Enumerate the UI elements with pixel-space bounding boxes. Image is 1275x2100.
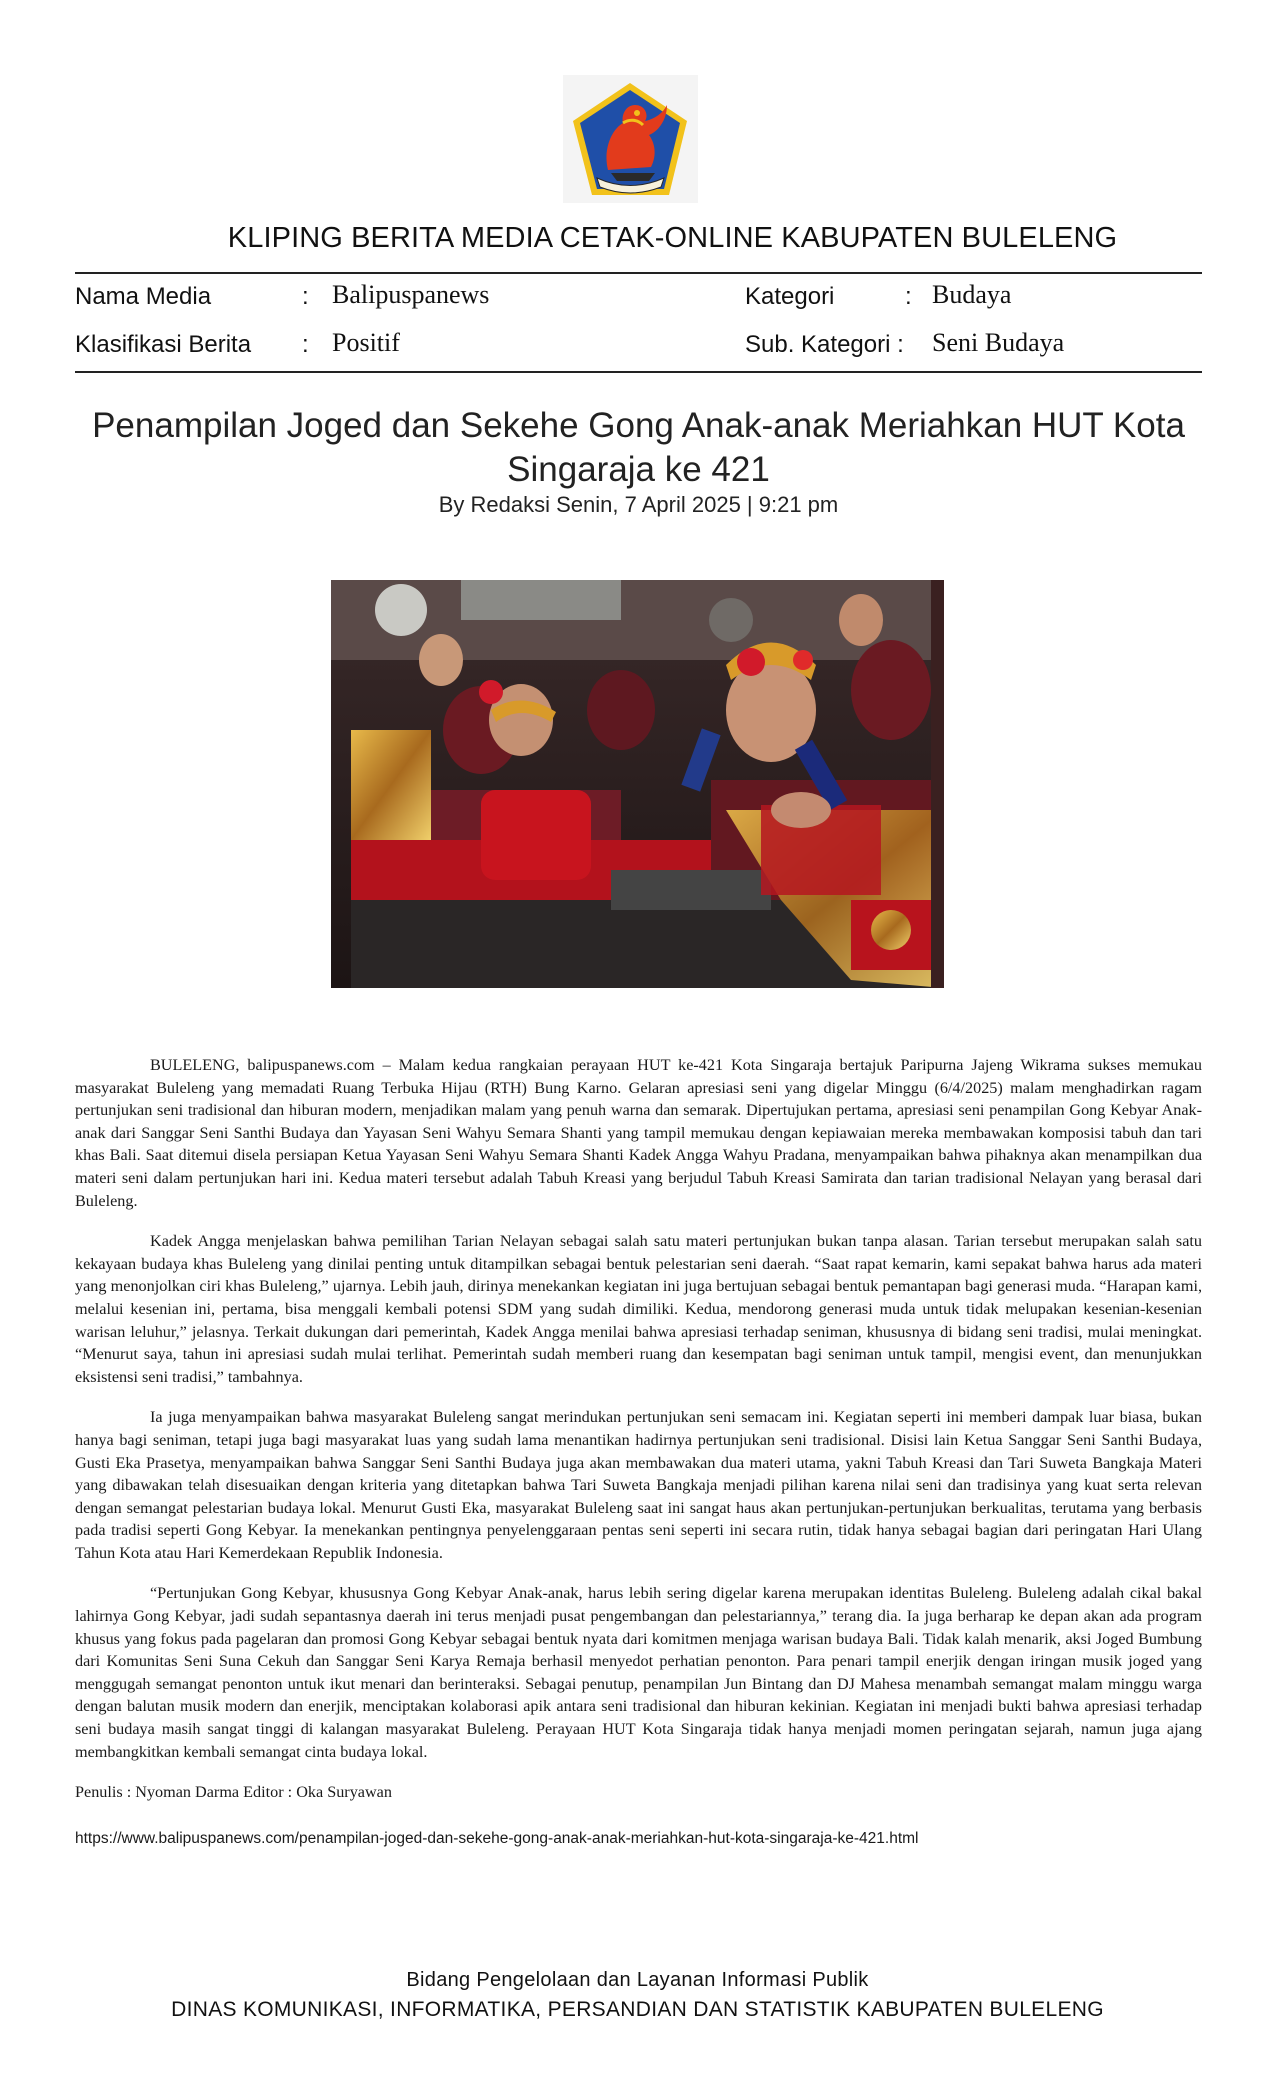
footer-agency: DINAS KOMUNIKASI, INFORMATIKA, PERSANDIAN DAN STATISTIK KABUPATEN BULELENG [171, 1998, 1104, 2021]
gong-kebyar-performance-photo [331, 580, 944, 988]
news-classification-label: Klasifikasi Berita [75, 331, 252, 358]
article-paragraph-4: “Pertunjukan Gong Kebyar, khususnya Gong Kebyar Anak-anak, harus lebih sering digelar karena merupakan identitas Buleleng. Buleleng adalah cikal bakal lahirnya Gong Kebyar, jadi sudah sepantasnya daerah ini terus menjadi pusat pengembangan dan pelestariannya,” terang dia. Ia juga berharap ke depan akan ada program khusus yang fokus pada pagelaran dan promosi Gong Kebyar sebagai bentuk nyata dari komitmen menjaga warisan budaya Bali. Tidak kalah menarik, aksi Joged Bumbung dari Komunitas Seni Suna Cekuh dan Sanggar Seni Karya Remaja berhasil menyedot perhatian penonton. Para penari tampil enerjik dengan iringan musik joged yang menggugah semangat penonton untuk ikut menari dan berinteraksi. Sebagai penutup, penampilan Jun Bintang dan DJ Mahesa menambah semangat malam minggu warga dengan balutan musik modern dan enerjik, menciptakan kolaborasi apik antara seni tradisional dan hiburan kekinian. Kegiatan ini menjadi bukti bahwa apresiasi terhadap seni budaya masih sangat tinggi di kalangan masyarakat Buleleng. Perayaan HUT Kota Singaraja tidak hanya menjadi momen peringatan sejarah, namun juga ajang membangkitkan kembali semangat cinta budaya lokal. [75, 1584, 1202, 1761]
media-name-colon: : [302, 283, 309, 310]
article-byline: By Redaksi Senin, 7 April 2025 | 9:21 pm [438, 492, 839, 517]
buleleng-regency-logo [563, 75, 698, 203]
article-paragraph-1: BULELENG, balipuspanews.com – Malam kedua rangkaian perayaan HUT ke-421 Kota Singaraja bertajuk Paripurna Jajeng Wikrama sukses memukau masyarakat Buleleng yang memadati Ruang Terbuka Hijau (RTH) Bung Karno. Gelaran apresiasi seni yang digelar Minggu (6/4/2025) malam menghadirkan ragam pertunjukan seni tradisional dan hiburan modern, menjadikan malam yang penuh warna dan semarak. Dipertujukan pertama, apresiasi seni penampilan Gong Kebyar Anak-anak dari Sanggar Seni Santhi Budaya dan Yayasan Seni Wahyu Semara Shanti yang tampil memukau dengan kepiawaian mereka membawakan komposisi tabuh dan tari khas Bali. Saat ditemui disela persiapan Ketua Yayasan Seni Wahyu Semara Shanti Kadek Angga Wahyu Pradana, menyampaikan bahwa pihaknya akan menampilkan dua materi seni dalam pertunjukan hari ini. Kedua materi tersebut adalah Tabuh Kreasi yang berjudul Tabuh Kreasi Samirata dan tarian tradisional Nelayan yang berasal dari Buleleng. [75, 1056, 1202, 1210]
singa-ambara-raja-emblem-icon [563, 75, 698, 203]
category-label: Kategori [745, 283, 835, 310]
news-classification-colon: : [302, 331, 309, 358]
article-body [75, 1054, 1202, 1850]
article-title: Penampilan Joged dan Sekehe Gong Anak-anak Meriahkan HUT Kota Singaraja ke 421 [92, 406, 1185, 489]
category-colon: : [905, 283, 912, 310]
article-paragraph-3: Ia juga menyampaikan bahwa masyarakat Buleleng sangat merindukan pertunjukan seni semacam ini. Kegiatan seperti ini memberi dampak luar biasa, bukan hanya bagi seniman, tetapi juga bagi masyarakat luas yang sudah lama menantikan hadirnya pertunjukan seni tradisional. Disisi lain Ketua Sanggar Seni Santhi Budaya, Gusti Eka Prasetya, menyampaikan bahwa Sanggar Seni Santhi Budaya juga akan membawakan dua materi utama, yakni Tabuh Kreasi dan Tari Suweta Bangkaja Materi yang dibawakan telah disesuaikan dengan kriteria yang ditetapkan bahwa Tari Suweta Bangkaja menjadi pilihan karena nilai seni dan tradisinya yang kuat serta relevan dengan semangat pelestarian budaya lokal. Menurut Gusti Eka, masyarakat Buleleng saat ini sangat haus akan pertunjukan-pertunjukan berkualitas, terutama yang berbasis pada tradisi seperti Gong Kebyar. Ia menekankan pentingnya penyelenggaraan pentas seni seperti ini secara rutin, tidak hanya sebagai bagian dari peringatan Hari Ulang Tahun Kota atau Hari Kemerdekaan Republik Indonesia. [75, 1408, 1202, 1562]
media-name-label: Nama Media [75, 283, 212, 310]
category-value: Budaya [932, 280, 1012, 309]
media-name-value: Balipuspanews [332, 280, 490, 309]
footer-department: Bidang Pengelolaan dan Layanan Informasi Publik [406, 1969, 869, 1991]
clipping-header-title: KLIPING BERITA MEDIA CETAK-ONLINE KABUPATEN BULELENG [227, 222, 1118, 254]
subcategory-value: Seni Budaya [932, 328, 1065, 357]
header-divider-top [75, 272, 1202, 274]
article-credits: Penulis : Nyoman Darma Editor : Oka Suryawan [75, 1783, 392, 1802]
header-divider-bottom [75, 371, 1202, 373]
article-source-url[interactable]: https://www.balipuspanews.com/penampilan-joged-dan-sekehe-gong-anak-anak-meriahkan-hut-kota-singaraja-ke-421.html [75, 1829, 919, 1847]
subcategory-label: Sub. Kategori : [745, 331, 904, 358]
article-paragraph-2: Kadek Angga menjelaskan bahwa pemilihan Tarian Nelayan sebagai salah satu materi pertunjukan bukan tanpa alasan. Tarian tersebut merupakan salah satu kekayaan budaya khas Buleleng yang dinilai penting untuk ditampilkan sebagai bentuk pelestarian seni daerah. “Saat rapat kemarin, kami sepakat bahwa harus ada materi yang menonjolkan ciri khas Buleleng,” ujarnya. Lebih jauh, dirinya menekankan kegiatan ini juga bertujuan sebagai bentuk pemantapan bagi generasi muda. “Harapan kami, melalui kesenian ini, pertama, bisa menggali kembali potensi SDM yang sudah dimiliki. Kedua, mendorong generasi muda untuk tidak melupakan kesenian-kesenian warisan leluhur,” jelasnya. Terkait dukungan dari pemerintah, Kadek Angga menilai bahwa apresiasi terhadap seniman, khususnya di bidang seni tradisi, mulai meningkat. “Menurut saya, tahun ini apresiasi sudah mulai terlihat. Pemerintah sudah memberi ruang dan kesempatan bagi seniman untuk tampil, mengisi event, dan menunjukkan eksistensi seni tradisi,” tambahnya. [75, 1232, 1202, 1386]
news-classification-value: Positif [332, 328, 400, 357]
